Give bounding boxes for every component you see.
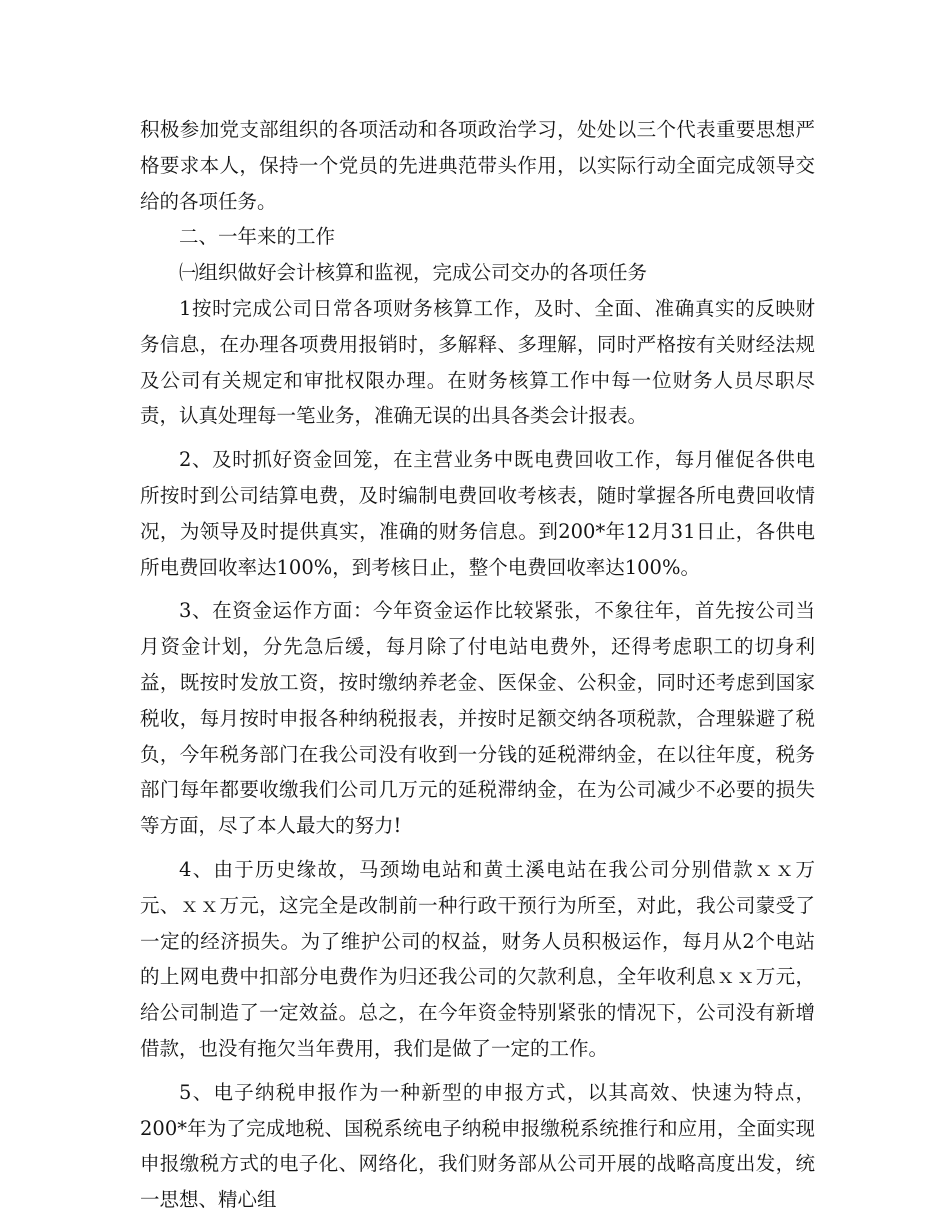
section-heading-work-review: 二、一年来的工作 — [179, 225, 336, 249]
paragraph-item-3: 3、在资金运作方面：今年资金运作比较紧张，不象往年，首先按公司当月资金计划，分先急后缓，每月除了付电站电费外，还得考虑职工的切身利益，既按时发放工资，按时缴纳养老金、医保金、公积金，同时还考虑到国家税收，每月按时申报各种纳税报表，并按时足额交纳各项税款，合理躲避了税负，今年税务部门在我公司没有收到一分钱的延税滞纳金，在以往年度，税务部门每年都要收缴我们公司几万元的延税滞纳金，在为公司减少不必要的损失等方面，尽了本人最大的努力! — [140, 599, 815, 838]
paragraph-item-2: 2、及时抓好资金回笼，在主营业务中既电费回收工作，每月催促各供电所按时到公司结算电费，及时编制电费回收考核表，随时掌握各所电费回收情况，为领导及时提供真实，准确的财务信息。到200*年12月31日止，各供电所电费回收率达100%，到考核日止，整个电费回收率达100%。 — [140, 448, 815, 579]
paragraph-item-4: 4、由于历史缘故，马颈坳电站和黄土溪电站在我公司分别借款ｘｘ万元、ｘｘ万元，这完全是改制前一种行政干预行为所至，对此，我公司蒙受了一定的经济损失。为了维护公司的权益，财务人员积极运作，每月从2个电站的上网电费中扣部分电费作为归还我公司的欠款利息，全年收利息ｘｘ万元，给公司制造了一定效益。总之，在今年资金特别紧张的情况下，公司没有新增借款，也没有拖欠当年费用，我们是做了一定的工作。 — [140, 857, 815, 1060]
paragraph-item-5: 5、电子纳税申报作为一种新型的申报方式，以其高效、快速为特点，200*年为了完成地税、国税系统电子纳税申报缴税系统推行和应用，全面实现申报缴税方式的电子化、网络化，我们财务部从公司开展的战略高度出发，统一思想、精心组 — [140, 1080, 815, 1212]
paragraph-item-1: 1按时完成公司日常各项财务核算工作，及时、全面、准确真实的反映财务信息，在办理各项费用报销时，多解释、多理解，同时严格按有关财经法规及公司有关规定和审批权限办理。在财务核算工作中每一位财务人员尽职尽责，认真处理每一笔业务，准确无误的出具各类会计报表。 — [140, 296, 815, 428]
paragraph-party-activities: 积极参加党支部组织的各项活动和各项政治学习，处处以三个代表重要思想严格要求本人，保持一个党员的先进典范带头作用，以实际行动全面完成领导交给的各项任务。 — [140, 118, 815, 213]
subsection-heading-accounting: ㈠组织做好会计核算和监视，完成公司交办的各项任务 — [179, 261, 648, 285]
document-body — [140, 112, 815, 1218]
